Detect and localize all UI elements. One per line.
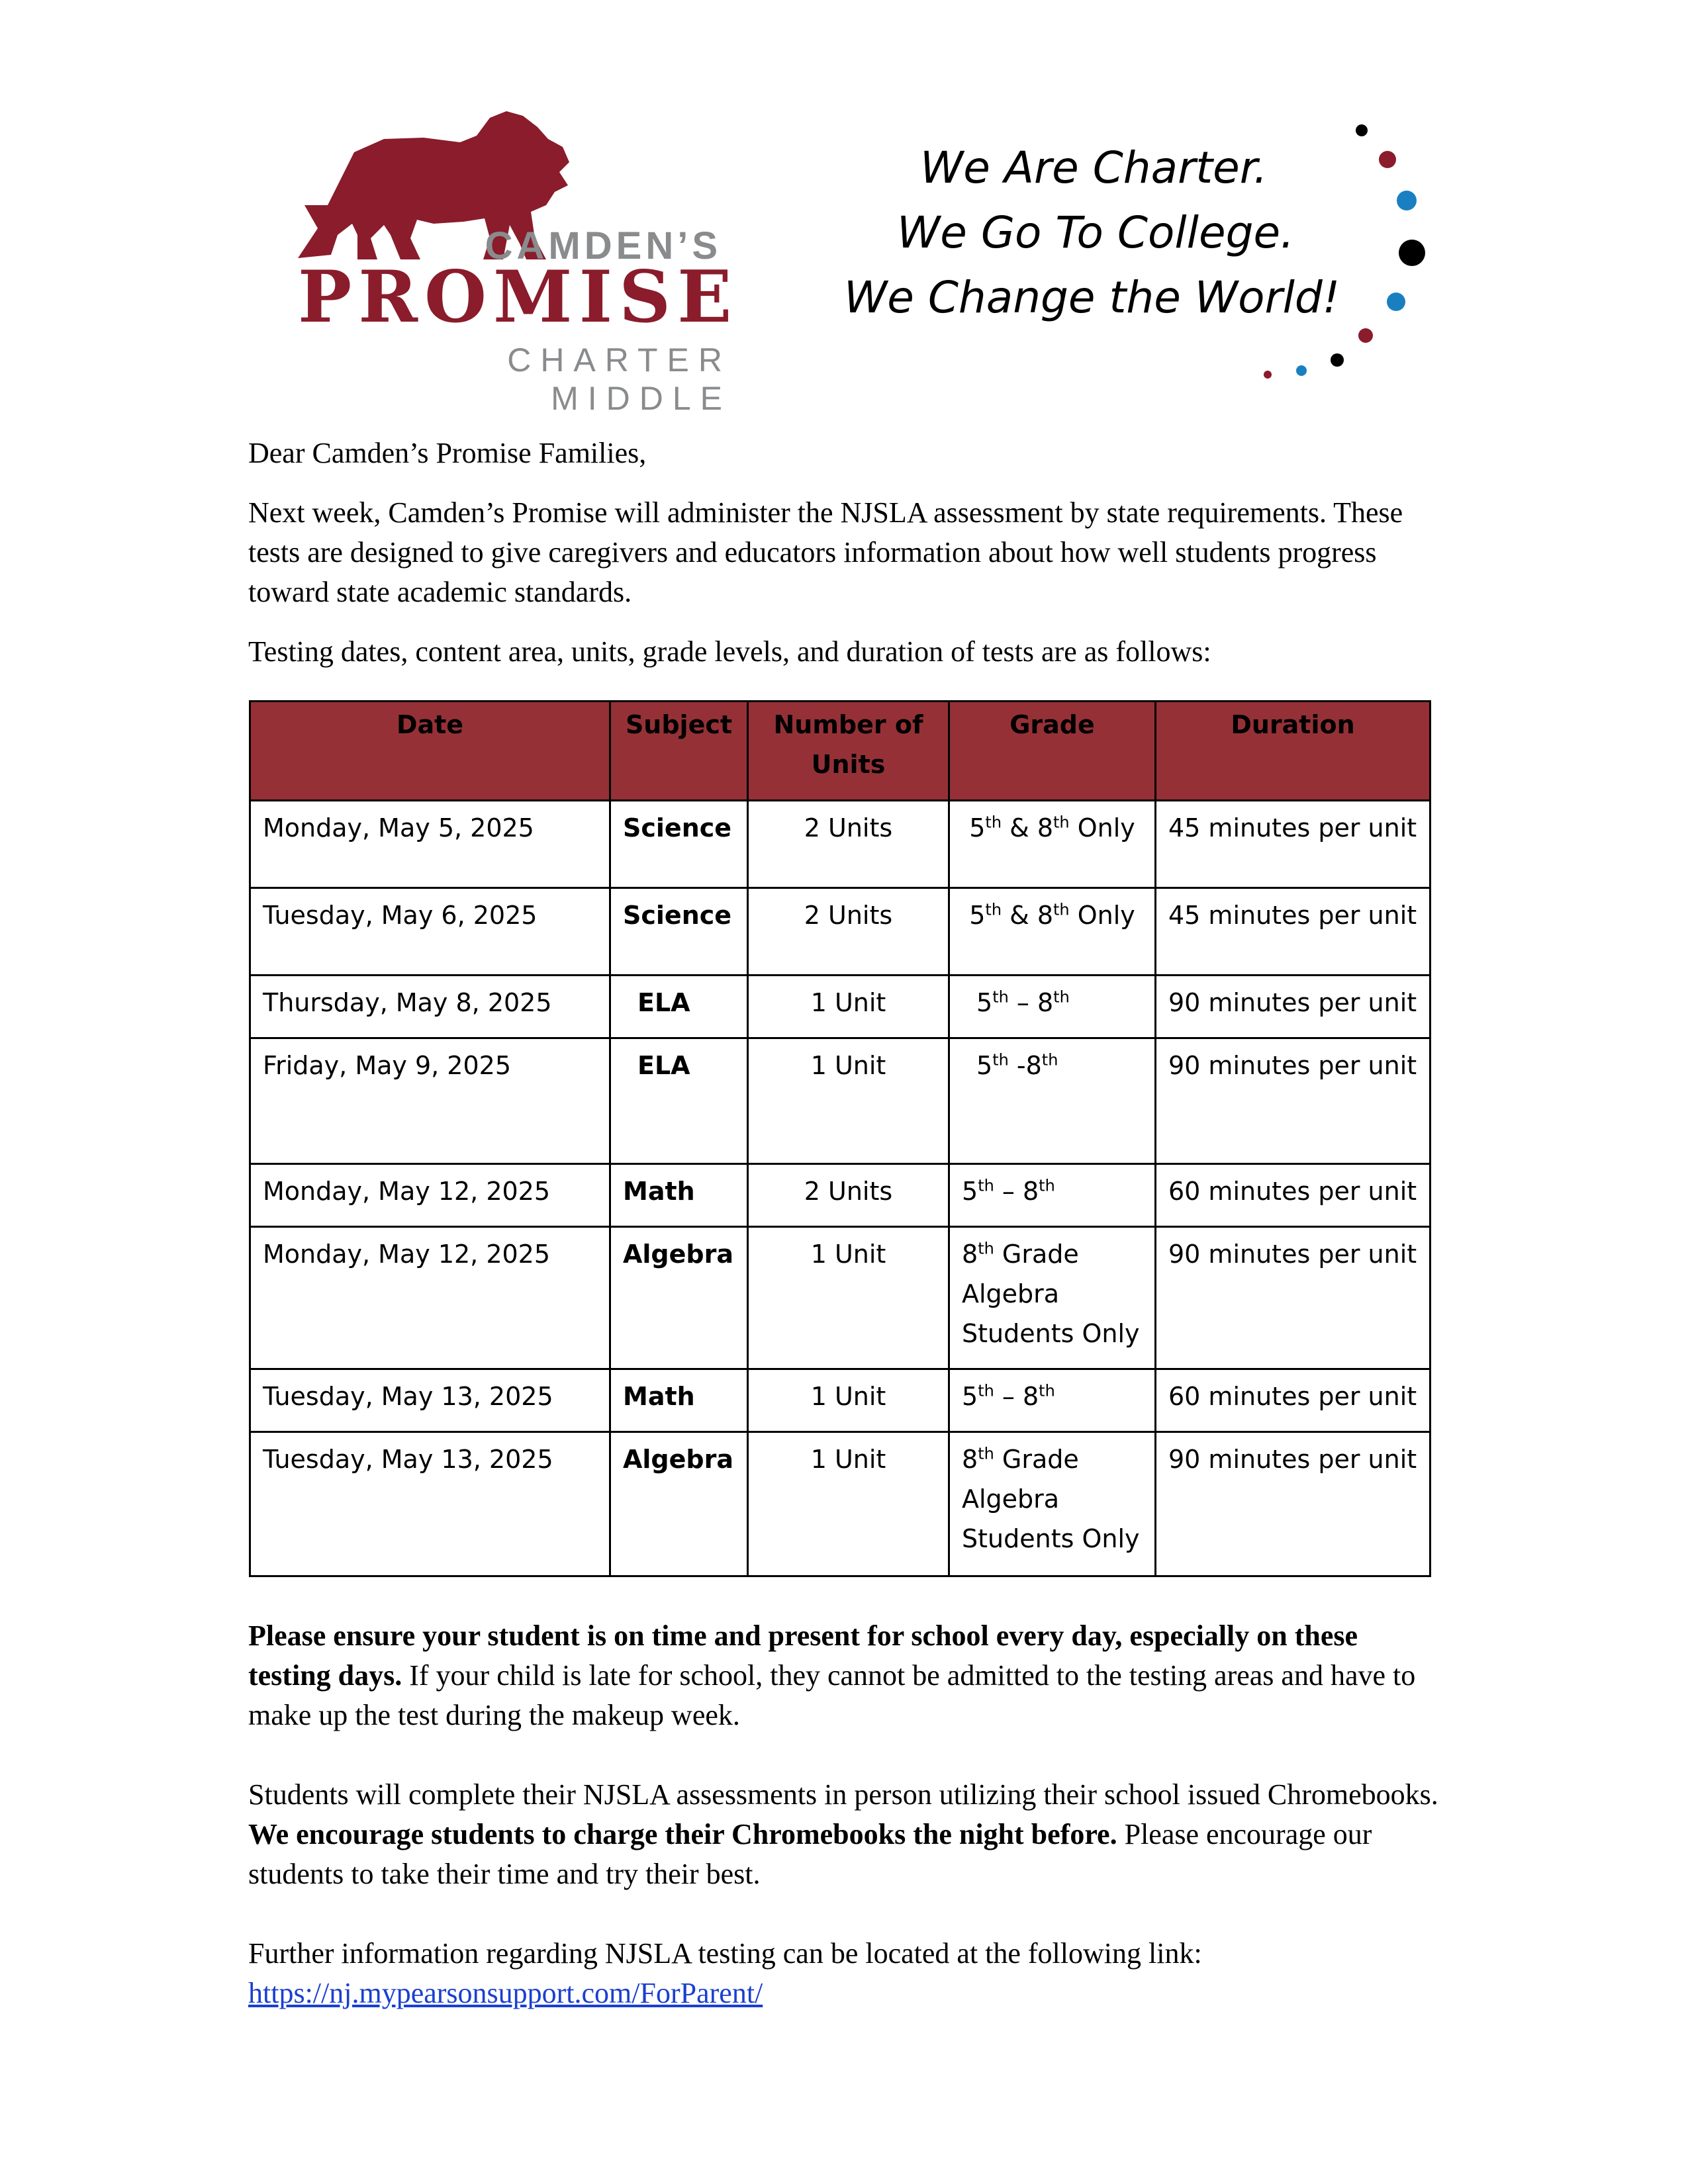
header-number-of-units: Number of Units — [748, 702, 949, 801]
pearson-support-link[interactable]: https://nj.mypearsonsupport.com/ForParent/ — [248, 1977, 763, 2009]
cell-duration: 60 minutes per unit — [1156, 1164, 1430, 1227]
cell-grade: 5th – 8th — [949, 1164, 1156, 1227]
school-logo — [291, 106, 741, 417]
greeting: Dear Camden’s Promise Families, — [248, 437, 647, 469]
cell-subject: Science — [610, 888, 748, 976]
cell-subject: ELA — [610, 1038, 748, 1164]
table-header-row — [250, 702, 1430, 801]
table-row — [250, 1227, 1430, 1369]
cell-units: 2 Units — [748, 1164, 949, 1227]
cell-units: 2 Units — [748, 801, 949, 888]
cell-date: Monday, May 5, 2025 — [250, 801, 610, 888]
cell-duration: 90 minutes per unit — [1156, 1227, 1430, 1369]
cell-date: Thursday, May 8, 2025 — [250, 976, 610, 1038]
dot-decoration — [1397, 191, 1417, 210]
chromebook-bold-text: We encourage students to charge their Chromebooks the night before. — [248, 1818, 1117, 1850]
cell-date: Monday, May 12, 2025 — [250, 1227, 610, 1369]
dot-decoration — [1264, 371, 1272, 379]
cell-units: 1 Unit — [748, 1369, 949, 1432]
cell-date: Tuesday, May 13, 2025 — [250, 1369, 610, 1432]
attendance-text: If your child is late for school, they cannot be admitted to the testing areas and have to make up the test during the makeup week. — [248, 1659, 1416, 1731]
letter-closing — [248, 1616, 1446, 2013]
letter-intro — [248, 433, 1446, 672]
tagline-line-1: We Are Charter. — [920, 142, 1268, 193]
dot-decoration — [1387, 293, 1405, 311]
logo-promise-text: PROMISE — [298, 255, 739, 339]
table-lead-text: Testing dates, content area, units, grade levels, and duration of tests are as follows: — [248, 635, 1211, 668]
cell-units: 1 Unit — [748, 976, 949, 1038]
attendance-paragraph — [248, 1616, 1446, 1735]
cell-units: 1 Unit — [748, 1227, 949, 1369]
header-date: Date — [250, 702, 610, 801]
cell-date: Tuesday, May 13, 2025 — [250, 1432, 610, 1576]
encourage-text: Please encourage our students to take their time and try their best. — [248, 1818, 1372, 1890]
cell-grade: 8th Grade Algebra Students Only — [949, 1432, 1156, 1576]
cell-date: Tuesday, May 6, 2025 — [250, 888, 610, 976]
dot-decoration — [1331, 353, 1344, 367]
cell-grade: 5th -8th — [949, 1038, 1156, 1164]
table-row — [250, 888, 1430, 976]
cell-date: Friday, May 9, 2025 — [250, 1038, 610, 1164]
cell-grade: 8th Grade Algebra Students Only — [949, 1227, 1156, 1369]
cell-subject: Math — [610, 1369, 748, 1432]
logo-camdens-text: CAMDEN’S — [485, 224, 722, 267]
dot-decoration — [1356, 124, 1368, 136]
dot-decoration — [1399, 240, 1425, 266]
tagline-line-3: We Change the World! — [844, 272, 1340, 323]
dot-decoration — [1358, 328, 1373, 343]
cell-grade: 5th – 8th — [949, 1369, 1156, 1432]
dot-decoration — [1296, 365, 1307, 376]
testing-schedule-table — [249, 700, 1431, 1577]
cell-date: Monday, May 12, 2025 — [250, 1164, 610, 1227]
cell-duration: 90 minutes per unit — [1156, 976, 1430, 1038]
cell-duration: 45 minutes per unit — [1156, 888, 1430, 976]
table-row — [250, 1432, 1430, 1576]
chromebook-text: Students will complete their NJSLA assessments in person utilizing their school issued Chromebooks. — [248, 1778, 1438, 1811]
chromebook-paragraph — [248, 1775, 1446, 1894]
dot-decoration — [1379, 151, 1396, 168]
further-info-text: Further information regarding NJSLA testing can be located at the following link: — [248, 1937, 1202, 1970]
table-row — [250, 1038, 1430, 1164]
attendance-bold-text: Please ensure your student is on time and present for school every day, especially on these testing days. — [248, 1619, 1358, 1692]
cell-grade: 5th – 8th — [949, 976, 1156, 1038]
cell-subject: Science — [610, 801, 748, 888]
table-row — [250, 1164, 1430, 1227]
logo-charter-middle-text: CHARTER MIDDLE — [507, 341, 731, 417]
cell-subject: Math — [610, 1164, 748, 1227]
header-duration: Duration — [1156, 702, 1430, 801]
tagline — [821, 136, 1364, 330]
header-grade: Grade — [949, 702, 1156, 801]
cell-subject: Algebra — [610, 1432, 748, 1576]
intro-paragraph: Next week, Camden’s Promise will administer the NJSLA assessment by state requirements. These tests are designed to give caregivers and educators information about how well students progress toward state academic standards. — [248, 496, 1403, 608]
cell-grade: 5th & 8th Only — [949, 801, 1156, 888]
cell-units: 2 Units — [748, 888, 949, 976]
cell-subject: ELA — [610, 976, 748, 1038]
cell-duration: 60 minutes per unit — [1156, 1369, 1430, 1432]
table-row — [250, 1369, 1430, 1432]
cell-subject: Algebra — [610, 1227, 748, 1369]
cell-duration: 45 minutes per unit — [1156, 801, 1430, 888]
cell-duration: 90 minutes per unit — [1156, 1038, 1430, 1164]
cell-units: 1 Unit — [748, 1038, 949, 1164]
header-subject: Subject — [610, 702, 748, 801]
tagline-line-2: We Go To College. — [897, 207, 1295, 258]
table-row — [250, 976, 1430, 1038]
table-row — [250, 801, 1430, 888]
cell-units: 1 Unit — [748, 1432, 949, 1576]
cell-duration: 90 minutes per unit — [1156, 1432, 1430, 1576]
cell-grade: 5th & 8th Only — [949, 888, 1156, 976]
